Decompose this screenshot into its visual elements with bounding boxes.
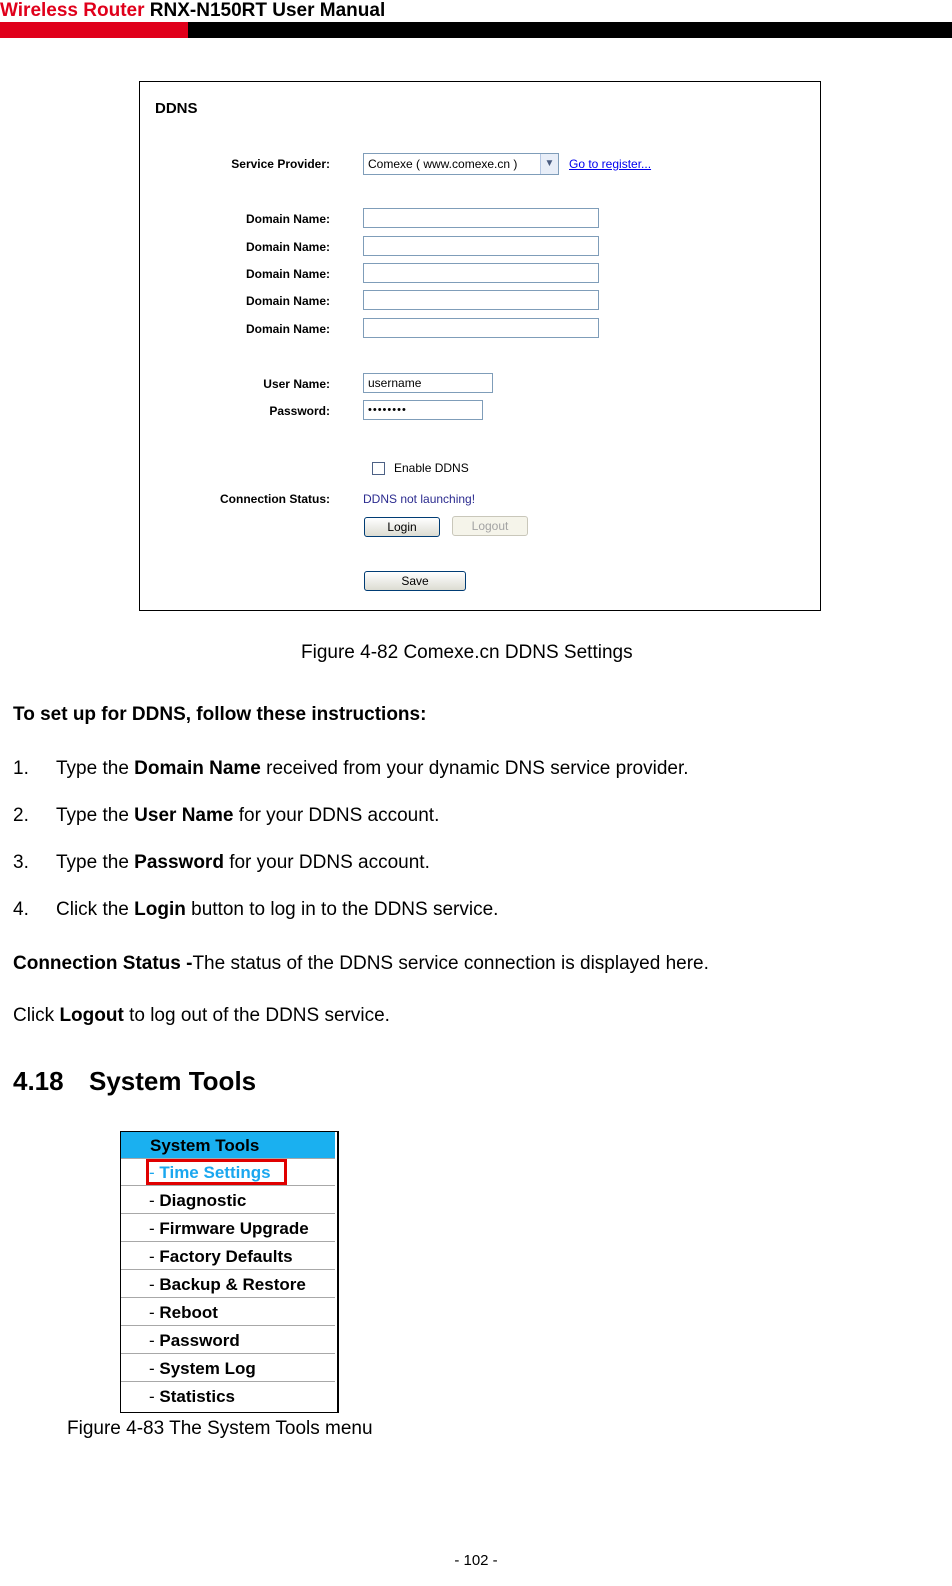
connection-status-paragraph: Connection Status -The status of the DDNS service connection is displayed here. bbox=[13, 953, 709, 974]
ddns-settings-screenshot bbox=[139, 81, 821, 611]
menu-head[interactable]: System Tools bbox=[121, 1132, 335, 1159]
menu-item-time-settings[interactable]: - Time Settings bbox=[121, 1159, 335, 1186]
domain-name-input-1[interactable] bbox=[363, 208, 599, 228]
header-bar-red bbox=[0, 22, 188, 38]
chevron-down-icon[interactable]: ▼ bbox=[540, 154, 558, 174]
system-tools-menu bbox=[120, 1131, 339, 1413]
domain-name-input-2[interactable] bbox=[363, 236, 599, 256]
domain-name-label-2: Domain Name: bbox=[245, 240, 330, 254]
menu-item-system-log[interactable]: - System Log bbox=[121, 1355, 335, 1382]
domain-name-input-3[interactable] bbox=[363, 263, 599, 283]
page-number: - 102 - bbox=[454, 1552, 498, 1569]
domain-name-label-1: Domain Name: bbox=[245, 212, 330, 226]
connection-status-label: Connection Status: bbox=[220, 492, 330, 506]
instructions-heading: To set up for DDNS, follow these instructions: bbox=[13, 704, 427, 725]
logout-button[interactable]: Logout bbox=[452, 516, 528, 536]
register-link[interactable]: Go to register... bbox=[569, 157, 652, 171]
domain-name-label-5: Domain Name: bbox=[245, 322, 330, 336]
save-button[interactable]: Save bbox=[364, 571, 466, 591]
domain-name-input-4[interactable] bbox=[363, 290, 599, 310]
login-button[interactable]: Login bbox=[364, 517, 440, 537]
logout-paragraph: Click Logout to log out of the DDNS service. bbox=[13, 1005, 390, 1026]
section-heading bbox=[13, 1066, 256, 1097]
ddns-title: DDNS bbox=[155, 100, 198, 117]
menu-item-factory-defaults[interactable]: - Factory Defaults bbox=[121, 1243, 335, 1270]
connection-status-value: DDNS not launching! bbox=[363, 492, 476, 506]
menu-item-reboot[interactable]: - Reboot bbox=[121, 1299, 335, 1326]
menu-item-firmware-upgrade[interactable]: - Firmware Upgrade bbox=[121, 1215, 335, 1242]
service-provider-label: Service Provider: bbox=[231, 157, 330, 171]
password-input[interactable]: •••••••• bbox=[363, 400, 483, 420]
section-title: System Tools bbox=[89, 1066, 257, 1096]
step-3: 3. Type the Password for your DDNS account. bbox=[13, 852, 430, 873]
username-input[interactable]: username bbox=[363, 373, 493, 393]
menu-item-statistics[interactable]: - Statistics bbox=[149, 1387, 235, 1406]
username-label: User Name: bbox=[263, 377, 330, 391]
menu-item-password[interactable]: - Password bbox=[121, 1327, 335, 1354]
enable-ddns-checkbox[interactable] bbox=[372, 462, 385, 475]
step-1: 1. Type the Domain Name received from your dynamic DNS service provider. bbox=[13, 758, 689, 779]
header-brand: Wireless Router bbox=[0, 0, 145, 21]
figure-83-caption: Figure 4-83 The System Tools menu bbox=[67, 1418, 373, 1439]
domain-name-input-5[interactable] bbox=[363, 318, 599, 338]
step-4: 4. Click the Login button to log in to the DDNS service. bbox=[13, 899, 499, 920]
domain-name-label-3: Domain Name: bbox=[245, 267, 330, 281]
domain-name-label-4: Domain Name: bbox=[245, 294, 330, 308]
step-2: 2. Type the User Name for your DDNS account. bbox=[13, 805, 440, 826]
enable-ddns-label: Enable DDNS bbox=[394, 461, 469, 475]
menu-item-backup-restore[interactable]: - Backup & Restore bbox=[121, 1271, 335, 1298]
menu-item-diagnostic[interactable]: - Diagnostic bbox=[121, 1187, 335, 1214]
service-provider-select[interactable] bbox=[363, 153, 559, 175]
service-provider-value: Comexe ( www.comexe.cn ) bbox=[368, 157, 518, 171]
highlight-box bbox=[146, 1159, 287, 1185]
header-bar-black bbox=[188, 22, 952, 38]
header-model: RNX-N150RT User Manual bbox=[144, 0, 386, 21]
password-label: Password: bbox=[269, 404, 330, 418]
section-number: 4.18 bbox=[13, 1066, 64, 1096]
figure-82-caption: Figure 4-82 Comexe.cn DDNS Settings bbox=[301, 642, 633, 663]
manual-header bbox=[0, 0, 385, 22]
